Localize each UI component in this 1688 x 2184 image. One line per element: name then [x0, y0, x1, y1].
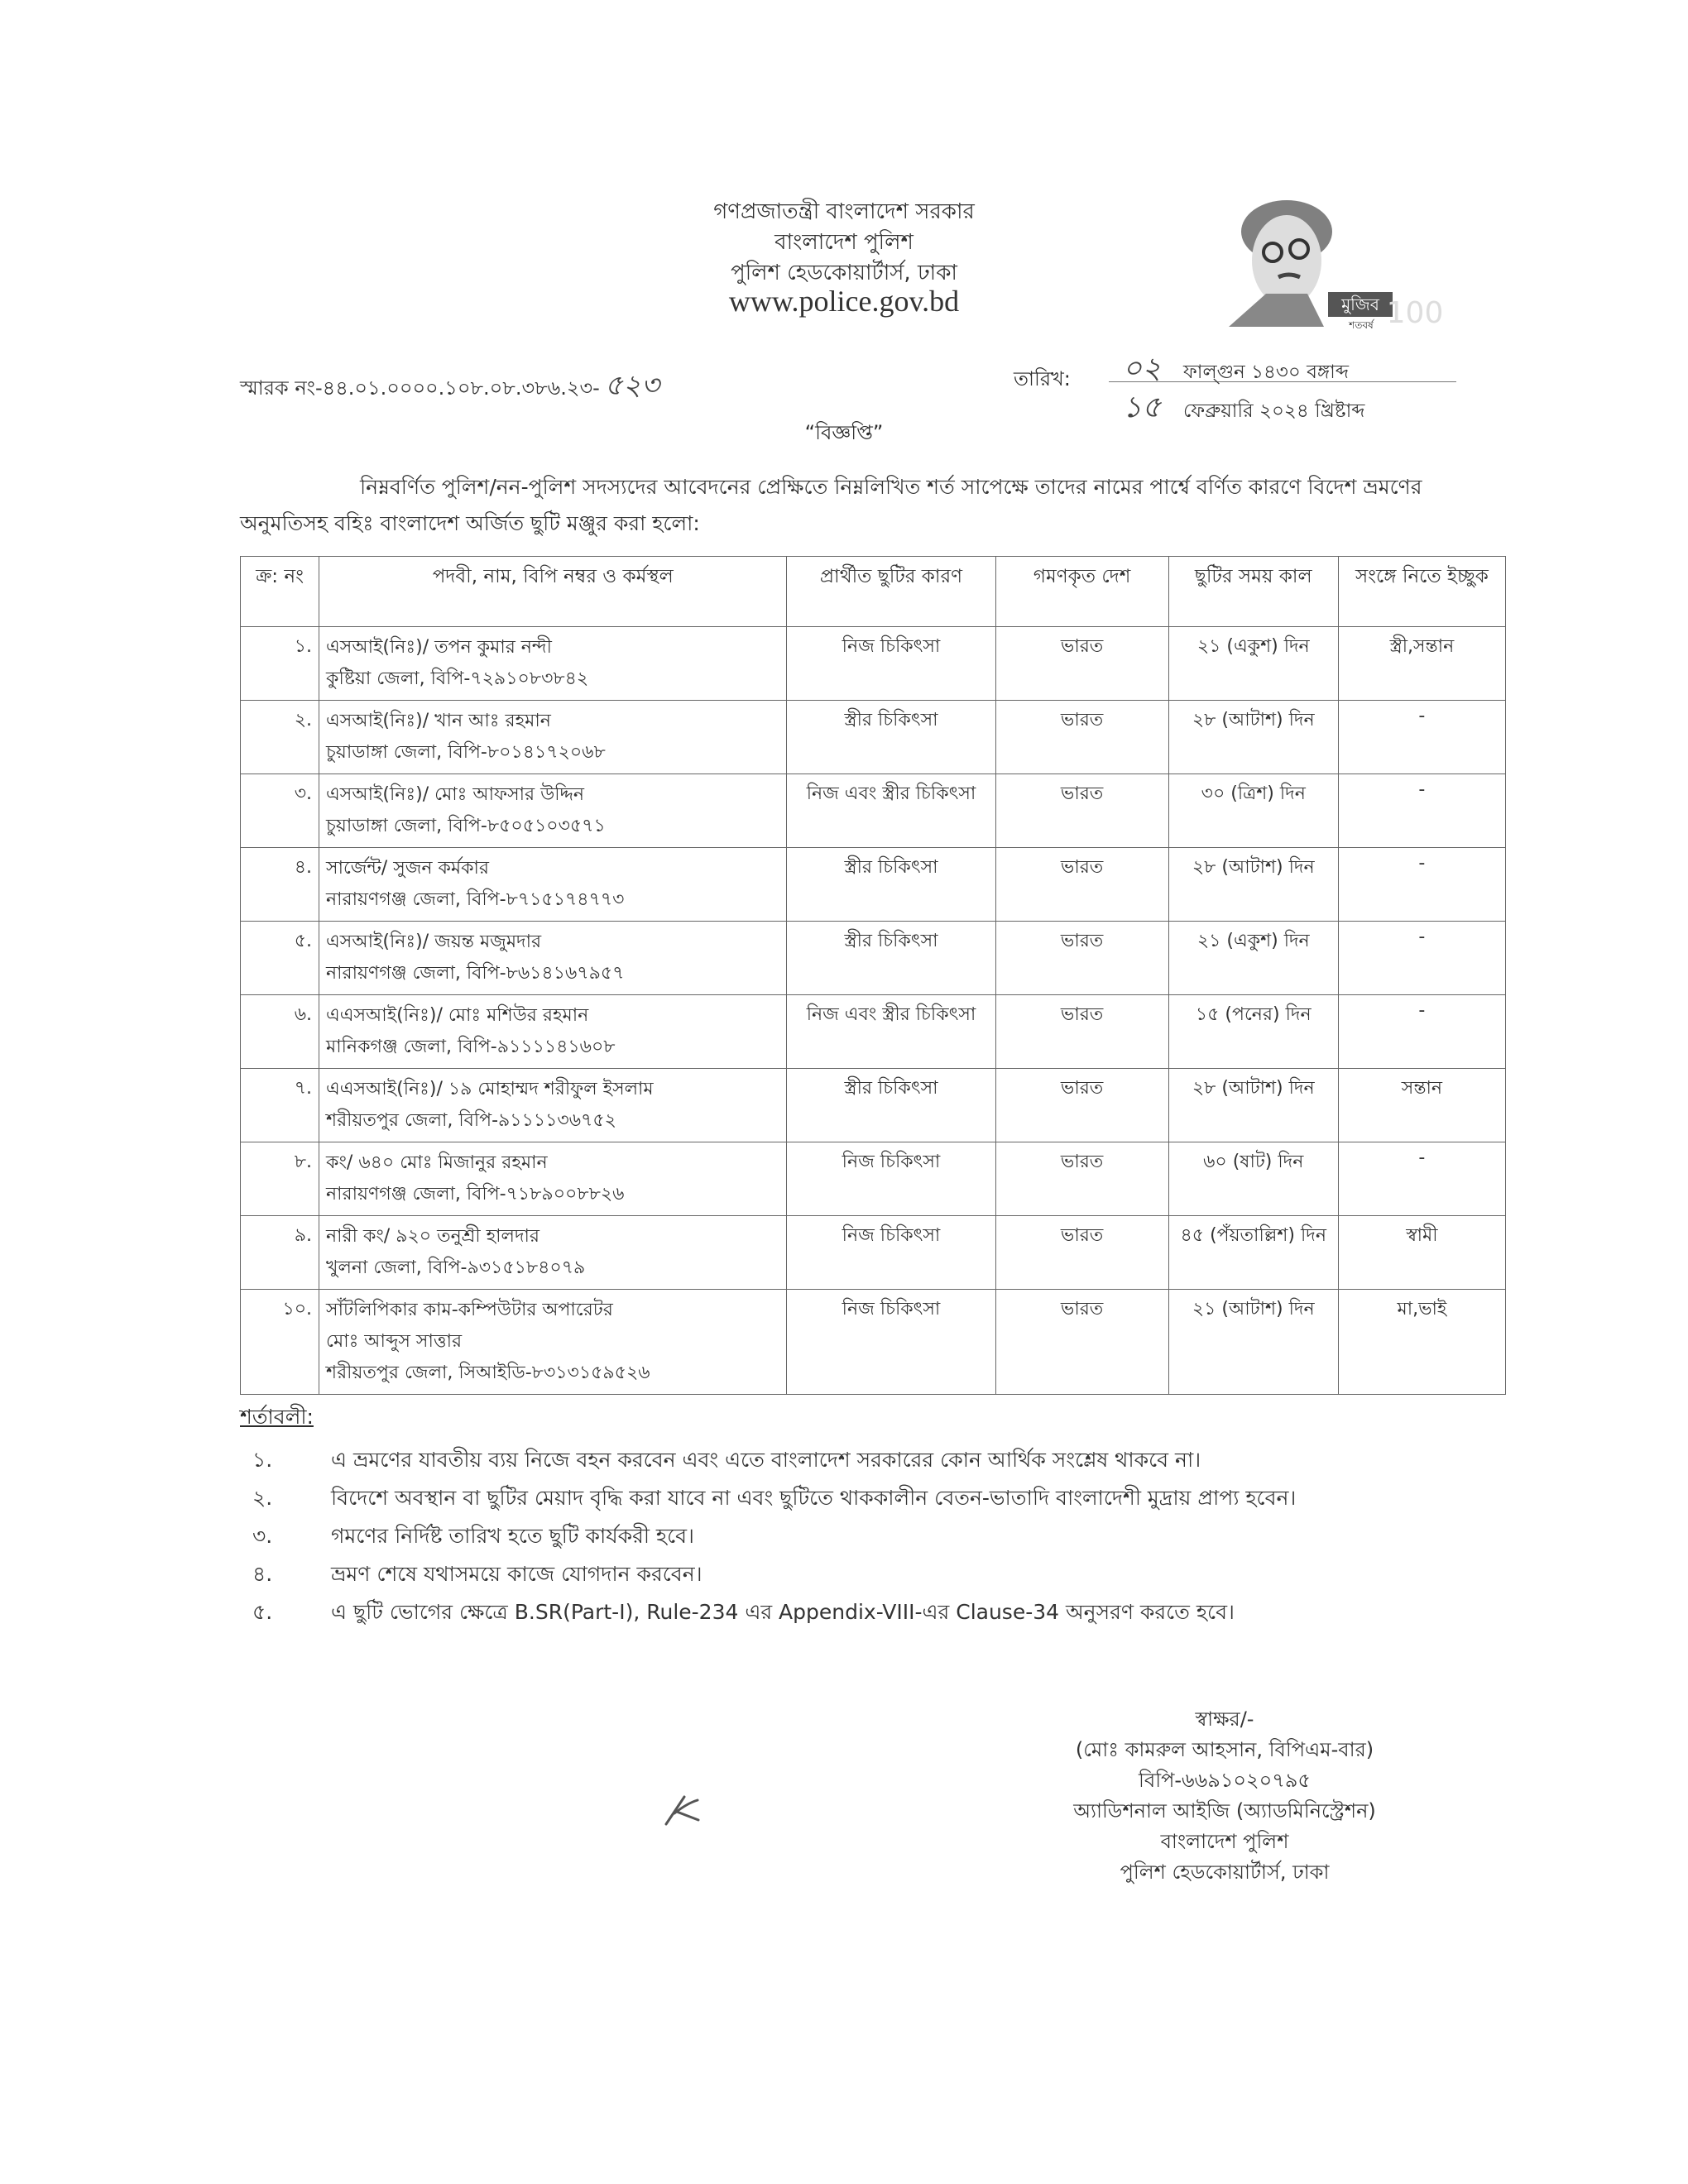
row-reason: নিজ এবং স্ত্রীর চিকিৎসা [787, 995, 995, 1069]
signatory-name: (মোঃ কামরুল আহসান, বিপিএম-বার) [1075, 1738, 1374, 1761]
row-serial: ৫. [241, 922, 319, 995]
row-serial: ৯. [241, 1216, 319, 1290]
date-block [1109, 346, 1456, 424]
bangla-date: ফাল্গুন ১৪৩০ বঙ্গাব্দ [1183, 362, 1349, 383]
condition-number: ১. [252, 1448, 273, 1472]
row-companion: - [1338, 848, 1505, 922]
table-row [241, 1142, 1506, 1216]
row-name-line: মোঃ আব্দুস সাত্তার [326, 1331, 463, 1352]
condition-number: ২. [252, 1486, 273, 1510]
row-name-line: কুষ্টিয়া জেলা, বিপি-৭২৯১০৮৩৮৪২ [326, 668, 589, 689]
row-name-cell [319, 848, 787, 922]
row-name-line: নারী কং/ ৯২০ তনুশ্রী হালদার [326, 1226, 539, 1247]
table-row [241, 1290, 1506, 1395]
signatory-bp: বিপি-৬৬৯১০২০৭৯৫ [1139, 1769, 1311, 1792]
row-reason: নিজ চিকিৎসা [787, 1142, 995, 1216]
condition-number: ৩. [252, 1524, 273, 1548]
row-country: ভারত [995, 922, 1168, 995]
date-label: তারিখ: [1014, 367, 1071, 390]
row-companion: - [1338, 995, 1505, 1069]
condition-text: গমণের নির্দিষ্ট তারিখ হতে ছুটি কার্যকরী হবে। [331, 1524, 694, 1548]
row-country: ভারত [995, 627, 1168, 701]
table-row [241, 701, 1506, 774]
row-name-line: এসআই(নিঃ)/ খান আঃ রহমান [326, 711, 551, 731]
row-name-line: কং/ ৬৪০ মোঃ মিজানুর রহমান [326, 1152, 548, 1173]
memo-label: স্মারক নং-৪৪.০১.০০০০.১০৮.০৮.৩৮৬.২৩- [240, 376, 600, 400]
svg-text:শতবর্ষ: শতবর্ষ [1349, 319, 1374, 331]
row-country: ভারত [995, 774, 1168, 848]
condition-item [252, 1520, 1494, 1558]
english-date: ফেব্রুয়ারি ২০২৪ খ্রিষ্টাব্দ [1183, 400, 1365, 422]
row-country: ভারত [995, 995, 1168, 1069]
row-name-line: সাঁটলিপিকার কাম-কম্পিউটার অপারেটর [326, 1300, 613, 1320]
handwritten-initial [662, 1787, 712, 1837]
col-header-reason: প্রার্থীত ছুটির কারণ [787, 557, 995, 627]
row-name-line: খুলনা জেলা, বিপি-৯৩১৫১৮৪০৭৯ [326, 1257, 586, 1278]
row-name-line: এএসআই(নিঃ)/ ১৯ মোহাম্মদ শরীফুল ইসলাম [326, 1079, 654, 1099]
table-row [241, 627, 1506, 701]
row-serial: ৬. [241, 995, 319, 1069]
table-row [241, 922, 1506, 995]
row-country: ভারত [995, 1142, 1168, 1216]
row-serial: ১. [241, 627, 319, 701]
signed-label: স্বাক্ষর/- [1195, 1707, 1254, 1731]
row-serial: ১০. [241, 1290, 319, 1395]
row-name-line: এসআই(নিঃ)/ মোঃ আফসার উদ্দিন [326, 784, 584, 805]
row-companion: স্বামী [1338, 1216, 1505, 1290]
row-duration: ২১ (আটাশ) দিন [1168, 1290, 1338, 1395]
condition-number: ৫. [252, 1600, 273, 1624]
row-name-cell [319, 1290, 787, 1395]
row-name-line: এএসআই(নিঃ)/ মোঃ মশিউর রহমান [326, 1005, 589, 1026]
row-name-line: চুয়াডাঙ্গা জেলা, বিপি-৮৫০৫১০৩৫৭১ [326, 816, 606, 836]
condition-text: এ ছুটি ভোগের ক্ষেত্রে B.SR(Part-I), Rule-234 এর Appendix-VIII-এর Clause-34 অনুসরণ করতে হবে। [331, 1600, 1235, 1624]
signature-block [993, 1704, 1456, 1888]
condition-text: এ ভ্রমণের যাবতীয় ব্যয় নিজে বহন করবেন এবং এতে বাংলাদেশ সরকারের কোন আর্থিক সংশ্লেষ থাকবে না। [331, 1448, 1201, 1472]
english-date-day: ১৫ [1122, 390, 1162, 424]
signatory-office: পুলিশ হেডকোয়ার্টার্স, ঢাকা [1120, 1861, 1330, 1884]
col-header-name: পদবী, নাম, বিপি নম্বর ও কর্মস্থল [319, 557, 787, 627]
row-name-line: মানিকগঞ্জ জেলা, বিপি-৯১১১১৪১৬০৮ [326, 1037, 616, 1057]
website-link[interactable]: www.police.gov.bd [728, 285, 960, 318]
row-name-cell [319, 1216, 787, 1290]
row-duration: ৬০ (ষাট) দিন [1168, 1142, 1338, 1216]
row-duration: ২৮ (আটাশ) দিন [1168, 1069, 1338, 1142]
gov-name: গণপ্রজাতন্ত্রী বাংলাদেশ সরকার [713, 199, 975, 224]
table-row [241, 848, 1506, 922]
signatory-designation: অ্যাডিশনাল আইজি (অ্যাডমিনিস্ট্রেশন) [1073, 1799, 1376, 1822]
row-reason: স্ত্রীর চিকিৎসা [787, 848, 995, 922]
condition-item [252, 1558, 1494, 1596]
row-name-line: শরীয়তপুর জেলা, বিপি-৯১১১১৩৬৭৫২ [326, 1110, 616, 1131]
condition-text: ভ্রমণ শেষে যথাসময়ে কাজে যোগদান করবেন। [331, 1562, 703, 1586]
row-companion: মা,ভাই [1338, 1290, 1505, 1395]
condition-item [252, 1596, 1494, 1634]
leave-table [240, 556, 1506, 1395]
row-reason: নিজ চিকিৎসা [787, 1216, 995, 1290]
row-country: ভারত [995, 701, 1168, 774]
row-serial: ৮. [241, 1142, 319, 1216]
condition-item [252, 1444, 1494, 1482]
row-duration: ২১ (একুশ) দিন [1168, 922, 1338, 995]
bangla-date-day: ০২ [1122, 352, 1162, 386]
col-header-country: গমণকৃত দেশ [995, 557, 1168, 627]
row-serial: ৭. [241, 1069, 319, 1142]
signatory-org: বাংলাদেশ পুলিশ [1160, 1830, 1289, 1853]
row-duration: ৩০ (ত্রিশ) দিন [1168, 774, 1338, 848]
row-name-cell [319, 1142, 787, 1216]
row-name-cell [319, 627, 787, 701]
row-name-line: এসআই(নিঃ)/ তপন কুমার নন্দী [326, 637, 552, 658]
svg-text:100: 100 [1386, 296, 1444, 330]
table-row [241, 1069, 1506, 1142]
row-reason: স্ত্রীর চিকিৎসা [787, 922, 995, 995]
condition-item [252, 1482, 1494, 1520]
row-companion: স্ত্রী,সন্তান [1338, 627, 1505, 701]
row-country: ভারত [995, 1290, 1168, 1395]
row-reason: স্ত্রীর চিকিৎসা [787, 1069, 995, 1142]
row-reason: স্ত্রীর চিকিৎসা [787, 701, 995, 774]
row-name-line: এসআই(নিঃ)/ জয়ন্ত মজুমদার [326, 932, 542, 952]
row-reason: নিজ এবং স্ত্রীর চিকিৎসা [787, 774, 995, 848]
row-name-line: চুয়াডাঙ্গা জেলা, বিপি-৮০১৪১৭২০৬৮ [326, 742, 606, 763]
col-header-sl: ক্র: নং [241, 557, 319, 627]
row-name-cell [319, 701, 787, 774]
table-row [241, 1216, 1506, 1290]
row-country: ভারত [995, 1069, 1168, 1142]
intro-paragraph: নিম্নবর্ণিত পুলিশ/নন-পুলিশ সদস্যদের আবেদনের প্রেক্ষিতে নিম্নলিখিত শর্ত সাপেক্ষে তাদের নামের পার্শ্বে বর্ণিত কারণে বিদেশ ভ্রমণের অনুমতিসহ বহিঃ বাংলাদেশ অর্জিত ছুটি মঞ্জুর করা হলো: [240, 475, 1422, 535]
row-name-cell [319, 995, 787, 1069]
dept-name: বাংলাদেশ পুলিশ [774, 230, 914, 255]
row-companion: - [1338, 774, 1505, 848]
col-header-duration: ছুটির সময় কাল [1168, 557, 1338, 627]
row-duration: ২৮ (আটাশ) দিন [1168, 848, 1338, 922]
condition-text: বিদেশে অবস্থান বা ছুটির মেয়াদ বৃদ্ধি করা যাবে না এবং ছুটিতে থাককালীন বেতন-ভাতাদি বাংলাদেশী মুদ্রায় প্রাপ্য হবেন। [331, 1486, 1297, 1510]
row-name-line: শরীয়তপুর জেলা, সিআইডি-৮৩১৩১৫৯৫২৬ [326, 1363, 650, 1383]
row-name-cell [319, 1069, 787, 1142]
row-serial: ৪. [241, 848, 319, 922]
row-companion: সন্তান [1338, 1069, 1505, 1142]
table-row [241, 995, 1506, 1069]
row-duration: ১৫ (পনের) দিন [1168, 995, 1338, 1069]
logo-text: মুজিব [1341, 295, 1379, 314]
condition-number: ৪. [252, 1562, 273, 1586]
row-serial: ২. [241, 701, 319, 774]
row-companion: - [1338, 701, 1505, 774]
col-header-companion: সংঙ্গে নিতে ইচ্ছুক [1338, 557, 1505, 627]
conditions-list [252, 1444, 1494, 1634]
row-duration: ২১ (একুশ) দিন [1168, 627, 1338, 701]
row-companion: - [1338, 922, 1505, 995]
row-serial: ৩. [241, 774, 319, 848]
memo-handwritten-number: ৫২৩ [604, 369, 660, 402]
notice-title: “বিজ্ঞপ্তি” [804, 421, 884, 444]
row-reason: নিজ চিকিৎসা [787, 1290, 995, 1395]
conditions-title: শর্তাবলী: [240, 1405, 314, 1429]
row-duration: ২৮ (আটাশ) দিন [1168, 701, 1338, 774]
row-name-cell [319, 922, 787, 995]
office-name: পুলিশ হেডকোয়ার্টার্স, ঢাকা [731, 261, 957, 285]
row-name-line: নারায়ণগঞ্জ জেলা, বিপি-৮৬১৪১৬৭৯৫৭ [326, 963, 625, 984]
row-name-line: সার্জেন্ট/ সুজন কর্মকার [326, 858, 490, 879]
row-name-line: নারায়ণগঞ্জ জেলা, বিপি-৭১৮৯০০৮৮২৬ [326, 1184, 625, 1205]
memo-number [240, 364, 659, 411]
row-name-cell [319, 774, 787, 848]
row-reason: নিজ চিকিৎসা [787, 627, 995, 701]
row-country: ভারত [995, 1216, 1168, 1290]
table-row [241, 774, 1506, 848]
row-country: ভারত [995, 848, 1168, 922]
table-header-row [241, 557, 1506, 627]
mujib-centenary-logo [1208, 186, 1456, 331]
row-companion: - [1338, 1142, 1505, 1216]
row-duration: ৪৫ (পঁয়তাল্লিশ) দিন [1168, 1216, 1338, 1290]
row-name-line: নারায়ণগঞ্জ জেলা, বিপি-৮৭১৫১৭৪৭৭৩ [326, 889, 625, 910]
